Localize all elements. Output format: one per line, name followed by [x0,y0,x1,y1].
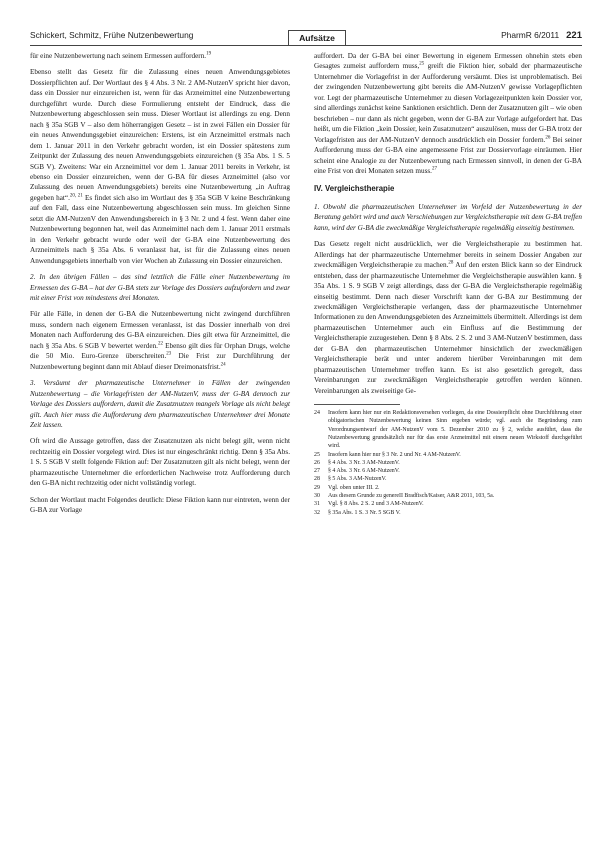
italic-lead-paragraph: 1. Obwohl die pharmazeutischen Unternehmer im Vorfeld der Nutzenbewertung in der Beratung gehört wird und auch Verschiebungen zur Vergleichstherapie mit dem G-BA treffen kann, wird der G-BA die zweckmäßige Vergleichstherapie regelmäßig einseitig bestimmen. [314,202,582,232]
paragraph: Das Gesetz regelt nicht ausdrücklich, wer die Vergleichstherapie zu bestimmen hat. Allerdings hat der pharmazeutische Unternehmer bereits in seinem Dossier Angaben zur zweckmäßigen Vergleichstherapie zu machen.$^{28}$ Auf den ersten Blick kann so der Eindruck entstehen, dass der pharmazeutische Unternehmer die Vergleichstherapie auswählen kann. § 35a Abs. 1 S. 9 SGB V zeigt allerdings, dass der G-BA die Vergleichstherapie regelmäßig einseitig bestimmt. Denn nach dieser Vorschrift kann der G-BA zur Bestimmung der zweckmäßigen Vergleichstherapie verlangen, dass der pharmazeutische Unternehmer Informationen zu den Anwendungsgebieten des Arzneimittels übermittelt. Allerdings ist dem pharmazeutischen Unternehmer auch ein Einfluss auf die Bestimmung der Vergleichstherapie zuzugestehen. Denn § 8 Abs. 2 S. 2 und 3 AM-NutzenV bestimmen, dass der G-BA den pharmazeutischen Unternehmer hinsichtlich der zweckmäßigen Vergleichstherapie berät und unter anderem hierüber Vereinbarungen mit dem pharmazeutischen Unternehmer treffen kann. Es ist also gesetzlich geregelt, dass Vereinbarungen zur zweckmäßigen Vergleichstherapie getroffen werden können. Vereinbarungen als zweiseitige Ge- [314,240,582,395]
footnote-ref: 19 [206,51,212,57]
running-header [30,26,582,46]
header-rule [30,45,582,46]
footnote-ref: 20, 21 [69,193,83,199]
footnote-ref: 27 [431,166,437,172]
paragraph: auffordert. Da der G-BA bei einer Bewertung in eigenem Ermessen ohnehin stets eben Gesagtes zumeist auffordern muss,$^{25}$ greift die Fiktion hier, sobald der pharmazeutische Unternehmer die Vorlagefrist in der Aufforderung versäumt. Dies ist unproblematisch. Bei der zwingenden Nutzenbewertung gibt bereits die AM-NutzenV gewisse Vorlagepflichten vor. Legt der pharmazeutische Unternehmer zu diesen Vorlagezeitpunkten kein Dossier vor, sind allerdings zunächst keine Sanktionen ersichtlich. Denn der Zusatznutzen gilt – wie oben beschrieben – nur dann als nicht gegeben, wenn der G-BA zur Vorlage aufgefordert hat. Das heißt, um die Fiktion „kein Dossier, kein Zusatznutzen“ auszulösen, muss der G-BA trotz der Vorlagefristen aus der AM-NutzenV dennoch ausdrücklich ein Dossier fordern.$^{26}$ Bei seiner Aufforderung muss der G-BA eine angemessene Frist zur Dossiervorlage einräumen. Hier scheint eine Analogie zu der Nutzenbewertung nach Ermessen sinnvoll, in denen der G-BA eine Frist von drei Monaten setzen muss.$^{27}$ [314,52,582,175]
footnote: 29 Vgl. oben unter III. 2. [314,484,380,491]
paragraph: Für alle Fälle, in denen der G-BA die Nutzenbewertung nicht zwingend durchführen muss, sondern nach eigenem Ermessen veranlasst, ist das Dossier innerhalb von drei Monaten nach Aufforderung des G-BA einzureichen. Dies gilt etwa für Arzneimittel, die nach § 35a Abs. 6 SGB V bewertet werden.$^{22}$ Ebenso gilt dies für Orphan Drugs, welche die 50 Mio. Euro-Grenze überschreiten.$^{23}$ Die Frist zur Durchführung der Nutzenbewertung beginnt dann mit Ablauf dieser Dreimonatsfrist.$^{24}$ [30,310,290,371]
section-tab: Aufsätze [288,30,346,46]
footnotes [314,409,582,517]
left-column [30,51,290,522]
italic-lead-paragraph: 3. Versäumt der pharmazeutische Unternehmer in Fällen der zwingenden Nutzenbewertung – die Vorlagefristen der AM-NutzenV, muss der G-BA dennoch zur Vorlage des Dossiers auffordern, damit die Zusatznutzen mangels Vorlage als nicht belegt gilt. Auch hier muss die Aufforderung dem pharmazeutischen Unternehmer drei Monate Zeit lassen. [30,379,290,429]
footnote: 31 Vgl. § 8 Abs. 2 S. 2 und 3 AM-NutzenV. [314,501,424,508]
footnote: 32 § 35a Abs. 1 S. 3 Nr. 5 SGB V. [314,509,401,516]
paragraph: Ebenso stellt das Gesetz für die Zulassung eines neuen Anwendungsgebietes Dossierpflichten auf. Der Wortlaut des § 4 Abs. 3 Nr. 2 AM-NutzenV spricht hier davon, dass ein Dossier nur einzureichen ist, wenn für das Arzneimittel eine Nutzenbewertung durchgeführt wurde. Durch diese Formulierung entsteht der Eindruck, dass die Nutzenbewertung abgeschlossen sein muss. Dieser Wortlaut ist allerdings zu eng. Denn nach § 35a SGB V – also dem höherrangigen Gesetz – ist in zwei Fällen ein Dossier für ein neues Anwendungsgebiet einzureichen: Erstens, ist ein Arzneimittel erstmals nach dem 1. Januar 2011 in den Verkehr gebracht worden, ist ein Dossier spätestens zum Zeitpunkt der Zulassung des neuen Anwendungsgebiets einzureichen (§ 35a Abs. 1 S. 5 SGB V). Zweitens: War ein Arzneimittel vor dem 1. Januar 2011 bereits in Verkehr, ist ebenso ein Dossier einzureichen, wenn der G-BA für dieses Arzneimittel (also vor Zulassung des neuen Anwendungsgebiets) bereits eine Nutzenbewertung „in Auftrag gegeben hat“.$^{20, 21}$ Es findet sich also im Wortlaut des § 35a SGB V keine Beschränkung auf den Fall, dass eine Nutzenbewertung abgeschlossen sein muss. Im gleichen Sinne setzt die AM-NutzenV den Anwendungsbereich in § 3 Nr. 2 und 4 fest. Wenn daher eine Nutzenbewertung begonnen hat, weil das Arzneimittel nach dem 1. Januar 2011 erstmals in den Verkehr gebracht wurde oder weil der G-BA eine Nutzenbewertung des Arzneimittels nach § 35a Abs. 6 veranlasst hat, ist für die Zulassung eines neuen Anwendungsgebiets innerhalb von vier Wochen ab Zulassung ein Dossier einzureichen. [30,68,291,265]
footnote: 27 § 4 Abs. 3 Nr. 6 AM-NutzenV. [314,468,400,475]
footnote-ref: 25 [419,62,425,68]
paragraph: Schon der Wortlaut macht Folgendes deutlich: Diese Fiktion kann nur eintreten, wenn der G-BA zur Vorlage [30,495,290,515]
footnote: 25 Insofern kann hier nur § 3 Nr. 2 und Nr. 4 AM-NutzenV. [314,451,461,458]
footnote: 26 § 4 Abs. 3 Nr. 3 AM-NutzenV. [314,459,400,466]
journal-issue: PharmR 6/2011 [501,30,560,40]
footnote-ref: 28 [448,260,454,266]
footnote-rule [314,404,400,405]
footnote-ref: 23 [166,351,172,357]
footnote-ref: 24 [220,362,226,368]
running-header-journal [501,30,582,41]
page-number: 221 [566,30,582,41]
section-heading: IV. Vergleichstherapie [314,184,395,194]
footnote: 30 Aus diesem Grunde zu genereII Bradfisch/Kaiser, A&R 2011, 103, 5a. [314,493,495,500]
paragraph: Oft wird die Aussage getroffen, dass der Zusatznutzen als nicht belegt gilt, wenn nicht rechtzeitig ein Dossier vorgelegt wird. Dies ist nur eingeschränkt richtig. Denn § 35a Abs. 1 S. 5 SGB V stellt folgende Fiktion auf: Der Zusatznutzen gilt als nicht belegt, wenn der pharmazeutische Unternehmer die erforderlichen Nachweise trotz Aufforderung durch den G-BA nicht rechtzeitig oder nicht vollständig vorlegt. [30,437,290,488]
footnote: 24 Insofern kann hier nur ein Redaktionsversehen vorliegen, da eine Dossierpflicht ohne Durchführung einer obligatorischen Nutzenbewertung keinen Sinn ergeben würde; vgl. auch die Begründung zum Verordnungsentwurf der AM-NutzenV vom 5. Dezember 2010 zu § 2, welche ausführt, dass die Nutzenbewertung grundsätzlich nur für das erste Arzneimittel mit einem neuen Wirkstoff durchgeführt wird. [314,410,582,450]
footnote: 28 § 5 Abs. 3 AM-NutzenV. [314,476,387,483]
right-column [314,51,582,517]
footnote-ref: 22 [157,341,163,347]
paragraph: für eine Nutzenbewertung nach seinem Ermessen auffordern.$^{19}$ [30,51,212,60]
running-header-authors: Schickert, Schmitz, Frühe Nutzenbewertung [30,30,194,40]
footnote-ref: 26 [545,135,551,141]
italic-lead-paragraph: 2. In den übrigen Fällen – das sind letztlich die Fälle einer Nutzenbewertung im Ermessen des G-BA – hat der G-BA stets zur Vorlage des Dossiers aufzufordern und zwar mit einer Frist von mindestens drei Monaten. [30,273,290,302]
